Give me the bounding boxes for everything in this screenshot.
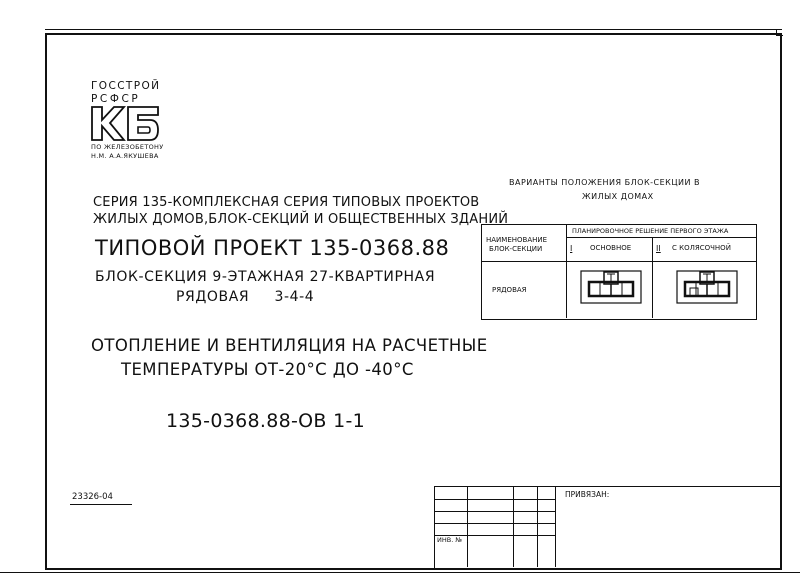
col2-number: II	[656, 244, 661, 253]
series-line-1: СЕРИЯ 135-КОМПЛЕКСНАЯ СЕРИЯ ТИПОВЫХ ПРОЕКТОВ	[93, 195, 480, 210]
row-label-ryadovaya: РЯДОВАЯ	[492, 286, 527, 294]
document-code: 135-0368.88-ОВ 1-1	[166, 410, 366, 432]
plan-diagram-stroller	[676, 270, 738, 304]
variants-table	[481, 224, 757, 320]
heating-line-1: ОТОПЛЕНИЕ И ВЕНТИЛЯЦИЯ НА РАСЧЕТНЫЕ	[91, 336, 488, 355]
block-section-line-2: РЯДОВАЯ 3-4-4	[176, 289, 315, 305]
heating-line-2: ТЕМПЕРАТУРЫ ОТ-20°С ДО -40°С	[121, 360, 414, 379]
inventory-label: ИНВ. №	[437, 536, 463, 544]
archive-number: 23326-04	[72, 492, 113, 502]
block-section-line-1: БЛОК-СЕКЦИЯ 9-ЭТАЖНАЯ 27-КВАРТИРНАЯ	[95, 269, 436, 285]
frame-top-line	[45, 29, 782, 30]
variants-title-line-2: ЖИЛЫХ ДОМАХ	[582, 192, 654, 201]
kb-logo-graphic	[90, 106, 160, 142]
logo-sub-line2: Н.М. А.А.ЯКУШЕВА	[91, 152, 159, 160]
plan-diagram-basic	[580, 270, 642, 304]
logo-gosstroy: ГОССТРОЙ	[91, 80, 161, 92]
logo-sub-line1: ПО ЖЕЛЕЗОБЕТОНУ	[91, 143, 164, 151]
kb-logo-mark	[90, 106, 160, 142]
project-title: ТИПОВОЙ ПРОЕКТ 135-0368.88	[95, 236, 450, 260]
col1-number: I	[570, 244, 573, 253]
sheet-bottom-line	[0, 572, 800, 573]
col-name-line-2: БЛОК-СЕКЦИИ	[489, 245, 543, 253]
bound-label: ПРИВЯЗАН:	[565, 490, 610, 499]
col2-label: С КОЛЯСОЧНОЙ	[672, 244, 731, 252]
series-line-2: ЖИЛЫХ ДОМОВ,БЛОК-СЕКЦИЙ И ОБЩЕСТВЕННЫХ ЗДАНИЙ	[93, 212, 509, 227]
logo-rsfsr: РСФСР	[91, 93, 141, 105]
col-group-header: ПЛАНИРОВОЧНОЕ РЕШЕНИЕ ПЕРВОГО ЭТАЖА	[572, 227, 729, 235]
col1-label: ОСНОВНОЕ	[590, 244, 632, 252]
binding-stamp	[434, 486, 780, 568]
col-name-line-1: НАИМЕНОВАНИЕ	[486, 236, 548, 244]
variants-title-line-1: ВАРИАНТЫ ПОЛОЖЕНИЯ БЛОК-СЕКЦИИ В	[509, 178, 701, 187]
